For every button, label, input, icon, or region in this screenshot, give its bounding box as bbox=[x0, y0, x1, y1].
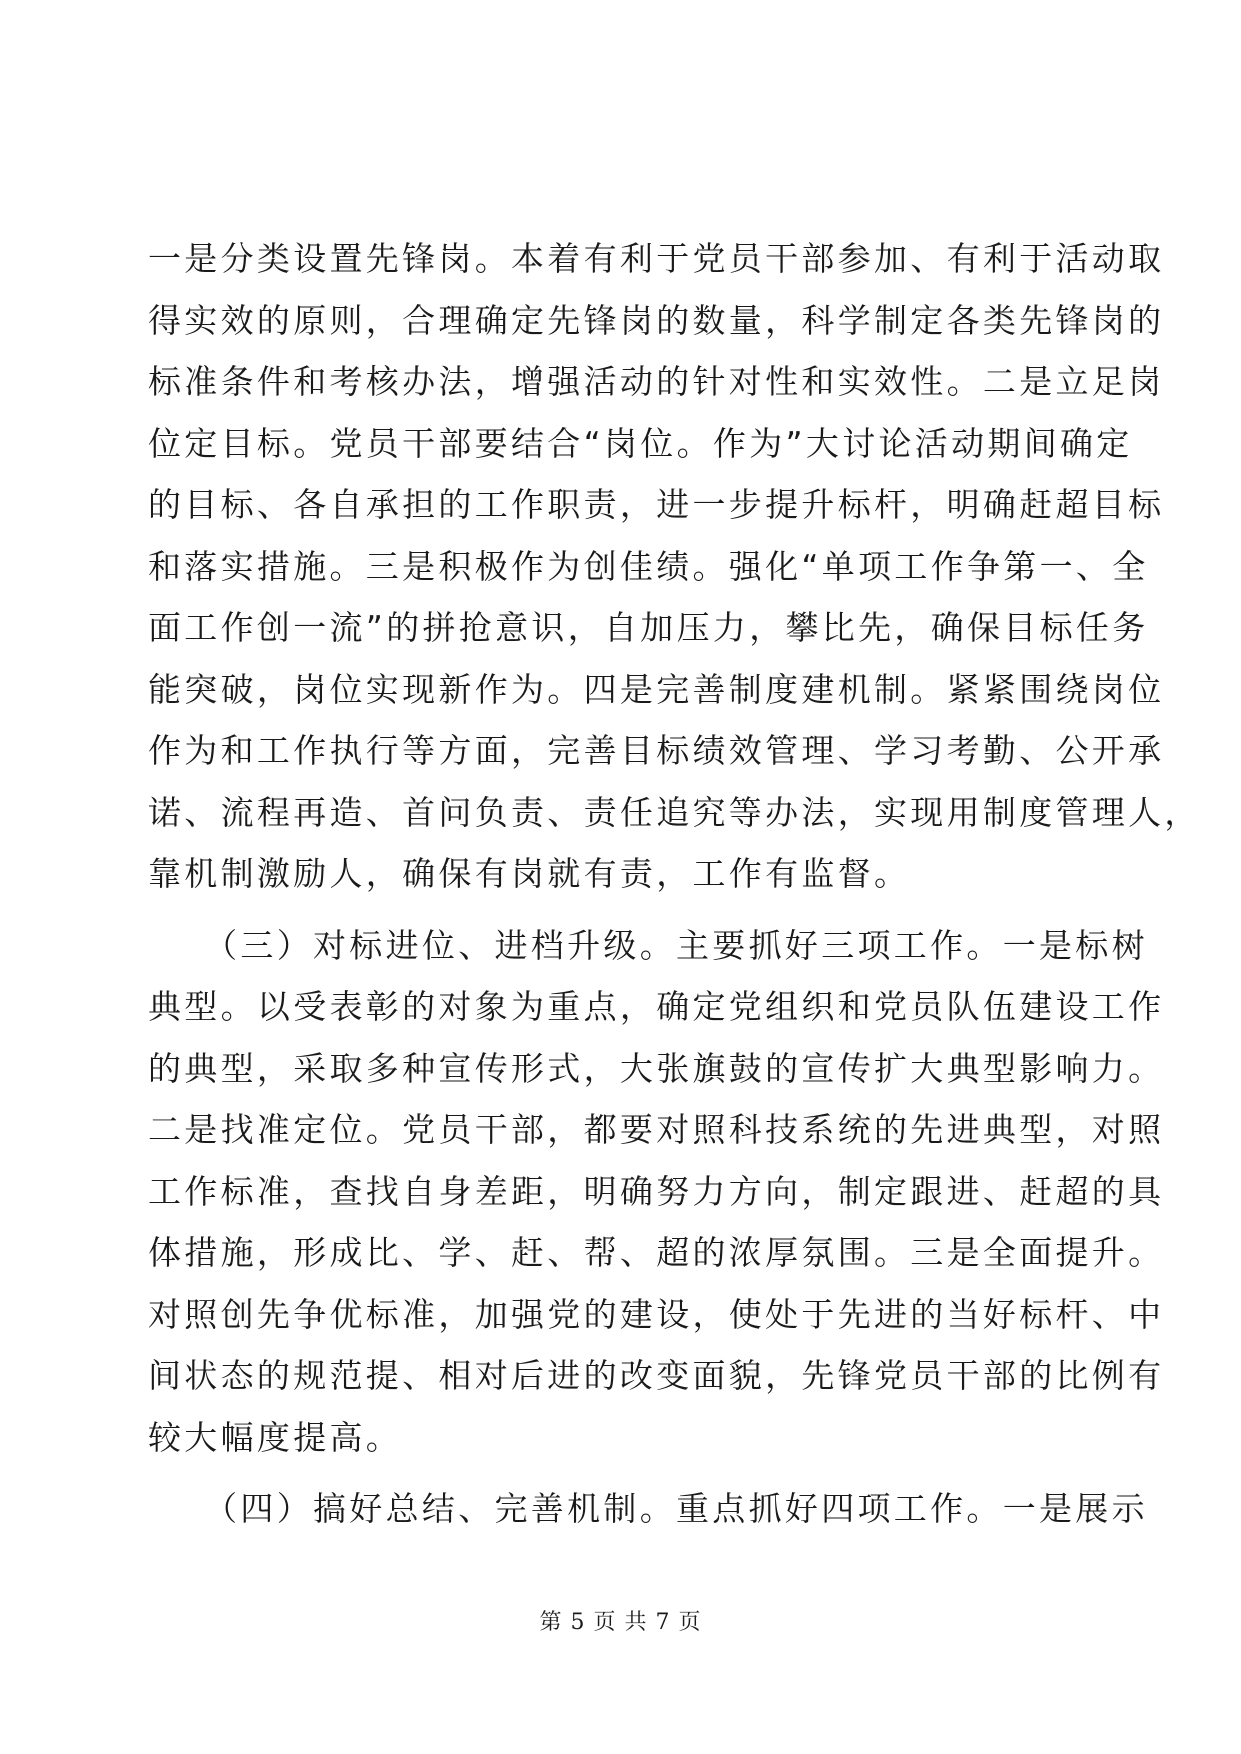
text-line: 靠机制激励人，确保有岗就有责，工作有监督。 bbox=[148, 854, 911, 893]
text-line: 能突破，岗位实现新作为。四是完善制度建机制。紧紧围绕岗位 bbox=[148, 669, 1165, 709]
text-line: 工作标准，查找自身差距，明确努力方向，制定跟进、赶超的具 bbox=[148, 1171, 1165, 1211]
text-line: （三）对标进位、进档升级。主要抓好三项工作。一是标树 bbox=[148, 925, 1148, 965]
paragraph-1 bbox=[148, 228, 1201, 905]
paragraph-2 bbox=[148, 915, 1165, 1469]
text-line: 对照创先争优标准，加强党的建设，使处于先进的当好标杆、中 bbox=[148, 1294, 1165, 1334]
text-line: 得实效的原则，合理确定先锋岗的数量，科学制定各类先锋岗的 bbox=[148, 300, 1165, 340]
text-line: 作为和工作执行等方面，完善目标绩效管理、学习考勤、公开承 bbox=[148, 731, 1165, 770]
document-body bbox=[148, 228, 1201, 1540]
text-line: 典型。以受表彰的对象为重点，确定党组织和党员队伍建设工作 bbox=[148, 987, 1165, 1026]
text-line: 体措施，形成比、学、赶、帮、超的浓厚氛围。三是全面提升。 bbox=[148, 1233, 1165, 1272]
text-line: 标准条件和考核办法，增强活动的针对性和实效性。二是立足岗 bbox=[148, 362, 1165, 401]
text-line: 一是分类设置先锋岗。本着有利于党员干部参加、有利于活动取 bbox=[148, 239, 1165, 278]
text-line: 间状态的规范提、相对后进的改变面貌，先锋党员干部的比例有 bbox=[148, 1356, 1165, 1395]
text-line: 面工作创一流”的拼抢意识，自加压力，攀比先，确保目标任务 bbox=[148, 608, 1149, 647]
text-line: 较大幅度提高。 bbox=[148, 1417, 403, 1457]
text-line: 二是找准定位。党员干部，都要对照科技系统的先进典型，对照 bbox=[148, 1110, 1165, 1149]
paragraph-gap bbox=[148, 905, 1088, 915]
page-number-footer: 第 5 页 共 7 页 bbox=[539, 1610, 702, 1635]
text-line: 的典型，采取多种宣传形式，大张旗鼓的宣传扩大典型影响力。 bbox=[148, 1048, 1165, 1088]
paragraph-gap bbox=[148, 1468, 1088, 1478]
text-line: 诺、流程再造、首问负责、责任追究等办法，实现用制度管理人， bbox=[148, 792, 1201, 832]
text-line: 的目标、各自承担的工作职责，进一步提升标杆，明确赶超目标 bbox=[148, 485, 1165, 524]
paragraph-3 bbox=[148, 1478, 1148, 1540]
text-line: 和落实措施。三是积极作为创佳绩。强化“单项工作争第一、全 bbox=[148, 546, 1149, 586]
text-line: （四）搞好总结、完善机制。重点抓好四项工作。一是展示 bbox=[148, 1489, 1148, 1528]
text-line: 位定目标。党员干部要结合“岗位。作为”大讨论活动期间确定 bbox=[148, 423, 1133, 463]
